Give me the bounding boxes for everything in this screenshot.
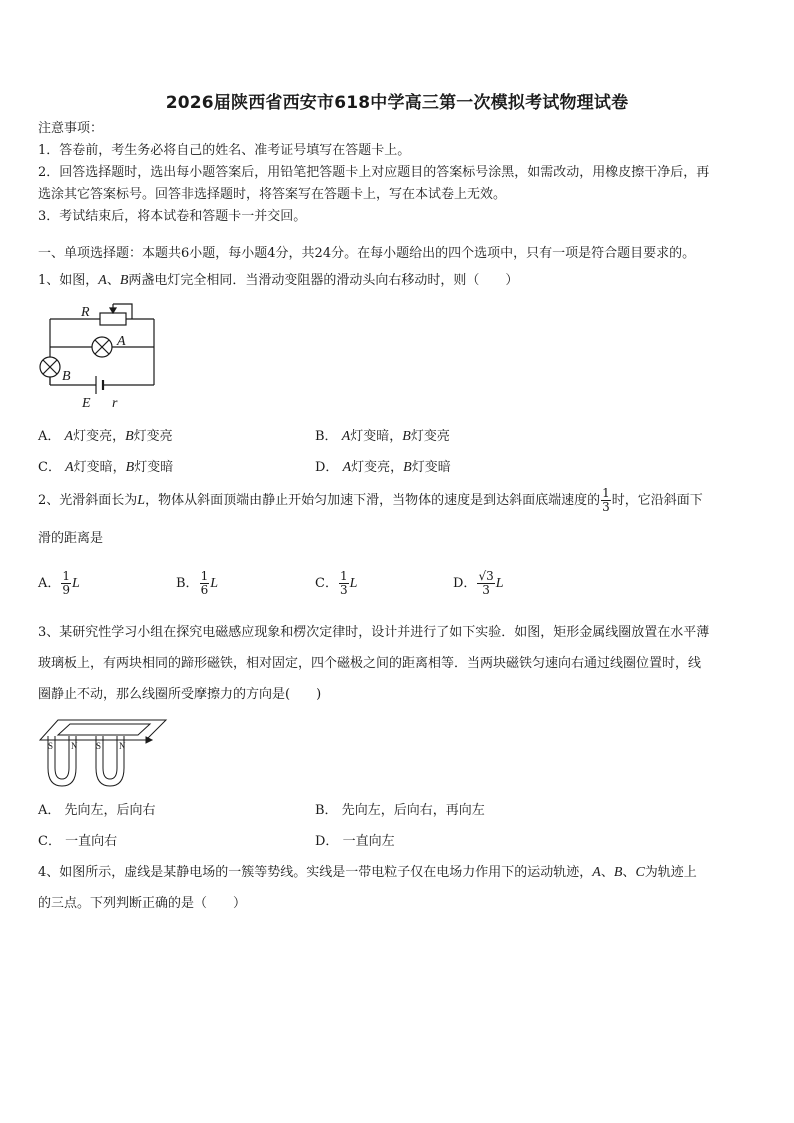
question-1-stem: 1、如图，A、B两盏电灯完全相同．当滑动变阻器的滑动头向右移动时，则（ ） (38, 273, 519, 288)
q1-option-c: C． A灯变暗，B灯变暗 (38, 460, 174, 475)
magnet-coil-diagram (38, 716, 170, 792)
q1-option-b: B． A灯变暗，B灯变亮 (315, 429, 450, 444)
q2-option-c: C． $\frac{1}{3}$ L (315, 569, 358, 597)
q2-option-b: B． $\frac{1}{6}$ L (176, 569, 218, 597)
section-heading: 一、单项选择题：本题共6小题，每小题4分，共24分。在每小题给出的四个选项中，只有一项是符合题目要求的。 (38, 246, 696, 261)
q3-option-b: B． 先向左，后向右，再向左 (315, 803, 485, 818)
question-2-stem: 2、光滑斜面长为L，物体从斜面顶端由静止开始匀加速下滑，当物体的速度是到达斜面底端速度的 $\frac{1}{3}$ 时，它沿斜面下 (38, 486, 703, 514)
label-B: B (62, 369, 71, 384)
notice-item-2: 2．回答选择题时，选出每小题答案后，用铅笔把答题卡上对应题目的答案标号涂黑，如需改动，用橡皮擦干净后，再 (38, 165, 710, 180)
notice-item-1: 1．答卷前，考生务必将自己的姓名、准考证号填写在答题卡上。 (38, 143, 411, 158)
pole-s-1: S (48, 741, 54, 751)
question-4-line-1: 4、如图所示，虚线是某静电场的一簇等势线。实线是一带电粒子仅在电场力作用下的运动轨迹，A、B、C为轨迹上 (38, 865, 697, 880)
notice-heading: 注意事项： (38, 121, 104, 136)
circuit-diagram (30, 300, 165, 412)
label-r: r (112, 396, 118, 411)
pole-n-2: N (119, 741, 126, 751)
q3-option-a: A． 先向左，后向右 (38, 803, 156, 818)
q1-option-d: D． A灯变亮，B灯变暗 (315, 460, 451, 475)
q2-option-d: D． $\frac{√3}{3}$ L (453, 569, 504, 597)
question-2-stem-cont: 滑的距离是 (38, 531, 104, 546)
q2-option-a: A． $\frac{1}{9}$ L (38, 569, 80, 597)
q3-option-c: C． 一直向右 (38, 834, 118, 849)
q1-option-a: A． A灯变亮，B灯变亮 (38, 429, 173, 444)
question-3-line-2: 玻璃板上，有两块相同的蹄形磁铁，相对固定，四个磁极之间的距离相等．当两块磁铁匀速向右通过线圈位置时，线 (38, 656, 702, 671)
notice-item-2-cont: 选涂其它答案标号。回答非选择题时，将答案写在答题卡上，写在本试卷上无效。 (38, 187, 507, 202)
label-A: A (117, 334, 126, 349)
page-title: 2026届陕西省西安市618中学高三第一次模拟考试物理试卷 (165, 93, 629, 113)
notice-item-3: 3．考试结束后，将本试卷和答题卡一并交回。 (38, 209, 307, 224)
pole-s-2: S (96, 741, 102, 751)
question-4-line-2: 的三点。下列判断正确的是（ ） (38, 896, 247, 911)
pole-n-1: N (71, 741, 78, 751)
question-3-line-1: 3、某研究性学习小组在探究电磁感应现象和楞次定律时，设计并进行了如下实验．如图，矩形金属线圈放置在水平薄 (38, 625, 710, 640)
question-3-line-3: 圈静止不动，那么线圈所受摩擦力的方向是( ) (38, 687, 322, 702)
label-E: E (82, 396, 91, 411)
label-R: R (81, 305, 90, 320)
q3-option-d: D． 一直向左 (315, 834, 395, 849)
fraction-one-third: $\frac{1}{3}$ (602, 486, 610, 514)
